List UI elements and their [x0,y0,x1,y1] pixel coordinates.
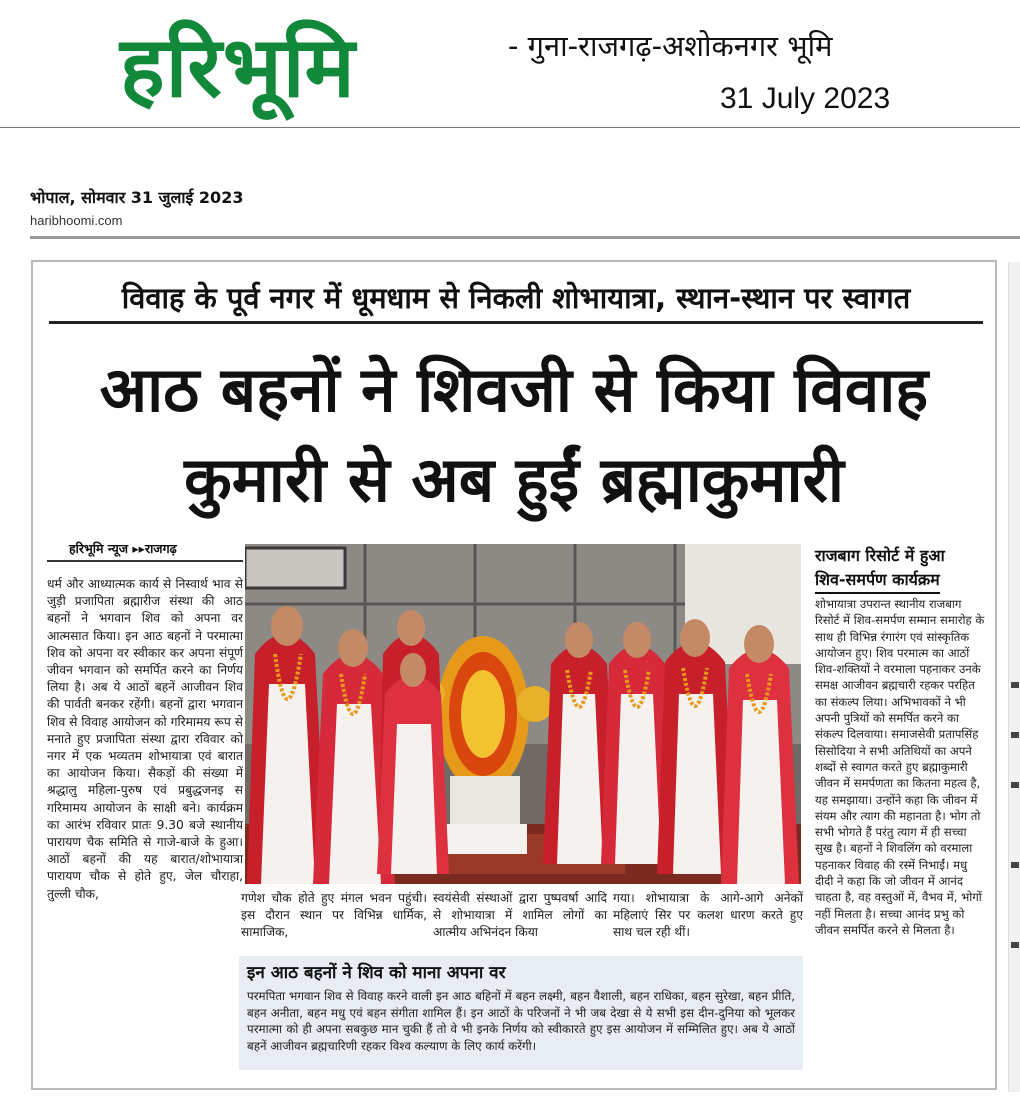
article-column-2: गणेश चौक होते हुए मंगल भवन पहुंची। इस दौरान स्थान पर विभिन्न धार्मिक, सामाजिक, [241,891,427,940]
article-column-4: गया। शोभायात्रा के आगे-आगे अनेकों महिलाएं सिर पर कलश धारण करते हुए साथ चल रही थीं। [613,891,803,940]
masthead [0,0,1020,128]
kicker-headline: विवाह के पूर्व नगर में धूमधाम से निकली शोभायात्रा, स्थान-स्थान पर स्वागत [49,276,983,324]
byline-divider [47,560,243,562]
header-divider [30,236,1020,239]
sidebar-article-body: शोभायात्रा उपरान्त स्थानीय राजबाग रिसोर्ट में शिव-समर्पण सम्मान समारोह के साथ ही विभिन्न रंगारंग एवं सांस्कृतिक आयोजन हुए। शिव परमात्म का आठों शिव-शक्तियों ने वरमाला पहनाकर उनके समक्ष आजीवन ब्रह्मचारी रहकर परहित का संकल्प लिया। अभिभावकों ने भी अपनी पुत्रियों को समर्पित करने का संकल्प दिलवाया। समाजसेवी प्रतापसिंह सिसोदिया ने सभी अतिथियों का अपने शब्दों से स्वागत करते हुए ब्रह्माकुमारी जीवन में समर्पणता का कितना महत्व है, यह समझाया। उन्होंने कहा कि जीवन में संयम और त्याग की महानता है। भोग तो सभी भोगते हैं परंतु त्याग में ही सच्चा सुख है। बहनों ने शिवलिंग को वरमाला पहनाकर विवाह की रस्में निभाईं। मधु दीदी ने कहा कि जो जीवन में आनंद चाहता है, वह वस्तुओं में, वैभव में, भोगों नहीं मिलता है। सच्चा आनंद प्रभु को जीवन समर्पित करने से मिलता है। [815,597,985,937]
edge-mark [1011,732,1019,738]
sidebar-headline [815,544,985,594]
article-column-1: धर्म और आध्यात्मक कार्य से निस्वार्थ भाव से जुड़ी प्रजापिता ब्रह्मारीज संस्था की आठ बहनों ने भगवान शिव को अपना वर आत्मसात किया। इन आठ बहनों ने परमात्मा शिव को अपना वर स्वीकार कर अपना संपूर्ण जीवन भगवान को समर्पित करने का निर्णय लिया है। अब ये आठों बहनें आजीवन शिव की पार्वती बनकर रहेंगी। बहनों द्वारा भगवान शिव से विवाह आयोजन को गरिमामय रूप से मनाते हुए प्रजापिता संस्था द्वारा रविवार को नगर में एक भव्यतम शोभायात्रा एवं बारात का आयोजन किया। सैकड़ों की संख्या में श्रद्धालु महिला-पुरुष एवं प्रबुद्धजनइ स गरिमामय आयोजन के साक्षी बने। कार्यक्रम का आरंभ रविवार प्रातः 9.30 बजे स्थानीय पारायण चैक समिति से गाजे-बाजे के हुआ। आठों बहनों की यह बारात/शोभायात्रा पारायण चौक से होते हुए, जेल चौराहा, तुल्ली चौक, [47,577,243,901]
photo-illustration [245,544,801,884]
newspaper-logo: हरिभूमि [120,18,356,116]
news-clipping [31,260,997,1090]
news-photo [245,544,801,884]
main-headline-line2: कुमारी से अब हुईं ब्रह्माकुमारी [184,443,844,516]
article-column-3: स्वयंसेवी संस्थाओं द्वारा पुष्पवर्षा आदि से शोभायात्रा में शामिल लोगों का आत्मीय अभिनंदन किया [433,891,607,940]
dateline: भोपाल, सोमवार 31 जुलाई 2023 [30,188,244,207]
edge-mark [1011,682,1019,688]
edge-mark [1011,862,1019,868]
sidebar-headline-line1: राजबाग रिसोर्ट में हुआ [815,546,945,565]
edition-label: - गुना-राजगढ़-अशोकनगर भूमि [508,29,833,63]
highlight-box [239,956,803,1070]
byline: हरिभूमि न्यूज ▸▸राजगढ़ [69,541,177,556]
sidebar-headline-line2: शिव-समर्पण कार्यक्रम [815,568,940,594]
edge-mark [1011,942,1019,948]
highlight-box-title: इन आठ बहनों ने शिव को माना अपना वर [247,963,506,983]
edge-mark [1011,782,1019,788]
highlight-box-body: परमपिता भगवान शिव से विवाह करने वाली इन आठ बहिनों में बहन लक्ष्मी, बहन वैशाली, बहन राधिका, बहन सुरेखा, बहन प्रीति, बहन अनीता, बहन मधु एवं बहन संगीता शामिल हैं। इन आठों के परिजनों ने भी जब देखा से ये सभी इस दीन-दुनिया को भूलकर परमात्मा को ही अपना सबकुछ मान चुकी हैं तो वे भी इनके निर्णय को स्वीकारते हुए इस आयोजन में सम्मिलित हुए। अब ये आठों बहनें आजीवन ब्रह्मचारिणी रहकर विश्व कल्याण के लिए कार्य करेंगी। [247,989,795,1053]
main-headline-line1: आठ बहनों ने शिवजी से किया विवाह [99,353,929,426]
website-label: haribhoomi.com [30,213,123,228]
adjacent-page-edge [1008,262,1020,1092]
publication-date: 31 July 2023 [720,82,891,115]
